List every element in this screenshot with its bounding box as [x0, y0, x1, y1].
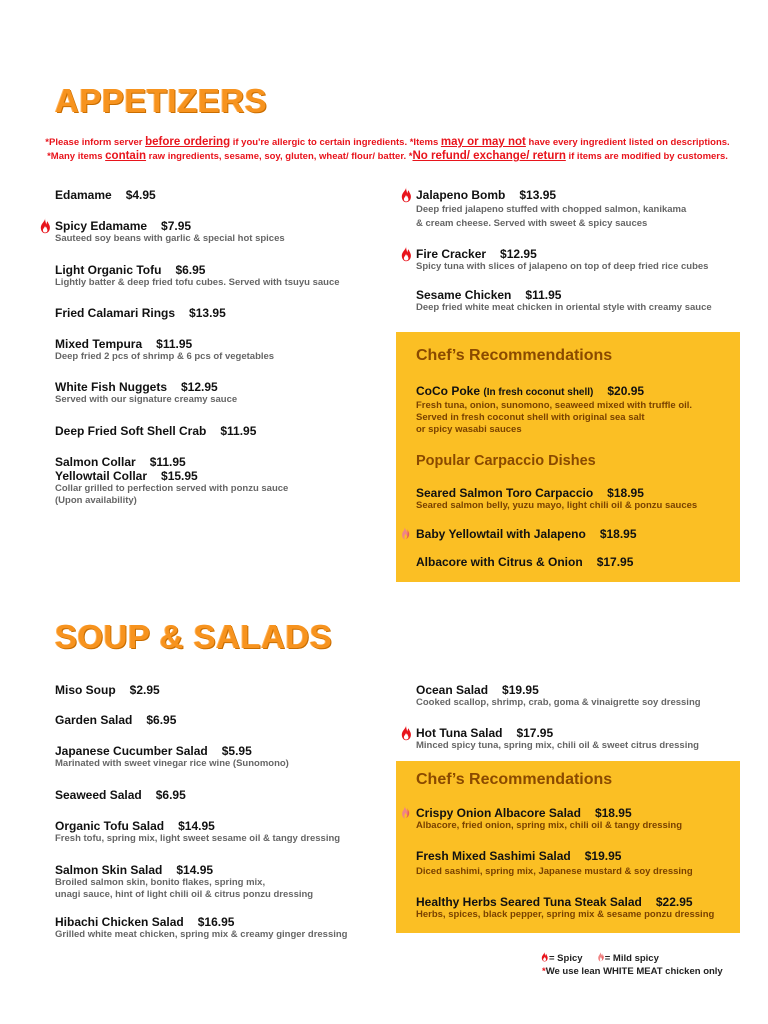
- menu-item-hibachi-chicken-salad: Hibachi Chicken Salad $16.95 Grilled white meat chicken, spring mix & creamy ginger dressing: [55, 915, 348, 940]
- menu-item-sesame-chicken: Sesame Chicken $11.95 Deep fried white meat chicken in oriental style with creamy sauce: [416, 288, 712, 313]
- mild-flame-icon: [596, 951, 605, 962]
- menu-item-white-fish-nuggets: White Fish Nuggets $12.95 Served with our signature creamy sauce: [55, 380, 238, 405]
- allergy-notice-line-2: *Many items contain raw ingredients, sesame, soy, gluten, wheat/ flour/ batter. *No refund/ exchange/ return if items are modified by customers.: [47, 150, 728, 162]
- soup-salads-heading: SOUP & SALADS: [55, 618, 333, 655]
- menu-item-ocean-salad: Ocean Salad $19.95 Cooked scallop, shrimp, crab, goma & vinaigrette soy dressing: [416, 683, 701, 708]
- spicy-flame-icon: [540, 951, 549, 962]
- menu-item-japanese-cucumber-salad: Japanese Cucumber Salad $5.95 Marinated with sweet vinegar rice wine (Sunomono): [55, 744, 289, 769]
- white-meat-note: *We use lean WHITE MEAT chicken only: [542, 966, 723, 977]
- menu-item-garden-salad: Garden Salad $6.95: [55, 713, 177, 727]
- carpaccio-subtitle: Popular Carpaccio Dishes: [416, 453, 596, 469]
- menu-item-soft-shell-crab: Deep Fried Soft Shell Crab $11.95: [55, 424, 257, 438]
- menu-item-fried-calamari: Fried Calamari Rings $13.95: [55, 306, 226, 320]
- chefs-recommendations-box-salads: [396, 761, 740, 933]
- menu-item-healthy-herbs-tuna-steak-salad: Healthy Herbs Seared Tuna Steak Salad $22.95 Herbs, spices, black pepper, spring mix & sesame ponzu dressing: [416, 895, 715, 920]
- spicy-flame-icon: [38, 217, 52, 234]
- chefs-recommendations-box-appetizers: [396, 332, 740, 582]
- menu-item-hot-tuna-salad: Hot Tuna Salad $17.95 Minced spicy tuna, spring mix, chili oil & sweet citrus dressing: [416, 726, 699, 752]
- appetizers-heading: APPETIZERS: [55, 82, 268, 119]
- menu-item-organic-tofu-salad: Organic Tofu Salad $14.95 Fresh tofu, spring mix, light sweet sesame oil & tangy dressing: [55, 819, 341, 844]
- menu-item-seaweed-salad: Seaweed Salad $6.95: [55, 788, 186, 802]
- spicy-flame-icon: [399, 245, 413, 262]
- spicy-flame-icon: [399, 186, 413, 203]
- menu-item-crispy-onion-albacore-salad: Crispy Onion Albacore Salad $18.95 Albacore, fried onion, spring mix, chili oil & tangy dressing: [416, 806, 682, 832]
- menu-item-light-organic-tofu: Light Organic Tofu $6.95 Lightly batter & deep fried tofu cubes. Served with tsuyu sauce: [55, 263, 340, 288]
- menu-item-edamame: Edamame $4.95: [55, 188, 156, 202]
- menu-item-albacore-citrus-onion: Albacore with Citrus & Onion $17.95: [416, 555, 634, 569]
- menu-item-spicy-edamame: Spicy Edamame $7.95 Sauteed soy beans with garlic & special hot spices: [55, 219, 285, 245]
- menu-item-coco-poke: CoCo Poke (In fresh coconut shell) $20.95 Fresh tuna, onion, sunomono, seaweed mixed with truffle oil. Served in fresh coconut shell with original sea salt or spicy wasabi sauces: [416, 384, 693, 435]
- menu-item-mixed-tempura: Mixed Tempura $11.95 Deep fried 2 pcs of shrimp & 6 pcs of vegetables: [55, 337, 275, 362]
- menu-item-seared-salmon-toro-carpaccio: Seared Salmon Toro Carpaccio $18.95 Seared salmon belly, yuzu mayo, light chili oil & ponzu sauces: [416, 486, 698, 511]
- menu-item-salmon-yellowtail-collar: Salmon Collar $11.95 Yellowtail Collar $15.95 Collar grilled to perfection served with ponzu sauce (Upon availability): [55, 455, 289, 506]
- menu-item-fire-cracker: Fire Cracker $12.95 Spicy tuna with slices of jalapeno on top of deep fried rice cubes: [416, 247, 708, 273]
- spice-legend: = Spicy = Mild spicy: [540, 951, 659, 964]
- spicy-flame-icon: [399, 724, 413, 741]
- menu-item-jalapeno-bomb: Jalapeno Bomb $13.95 Deep fried jalapeno stuffed with chopped salmon, kanikama & cream cheese. Served with sweet & spicy sauces: [416, 188, 686, 230]
- mild-flame-icon: [399, 805, 411, 819]
- menu-item-fresh-mixed-sashimi-salad: Fresh Mixed Sashimi Salad $19.95 Diced sashimi, spring mix, Japanese mustard & soy dressing: [416, 849, 693, 877]
- chefs-recommendations-title: Chef’s Recommendations: [416, 771, 613, 788]
- menu-item-miso-soup: Miso Soup $2.95: [55, 683, 160, 697]
- chefs-recommendations-title: Chef’s Recommendations: [416, 347, 613, 364]
- menu-item-salmon-skin-salad: Salmon Skin Salad $14.95 Broiled salmon skin, bonito flakes, spring mix, unagi sauce, hint of light chili oil & citrus ponzu dressing: [55, 863, 314, 900]
- allergy-notice-line-1: *Please inform server before ordering if you're allergic to certain ingredients. *Items may or may not have every ingredient listed on descriptions.: [45, 136, 730, 148]
- menu-item-baby-yellowtail-jalapeno: Baby Yellowtail with Jalapeno $18.95: [416, 527, 637, 541]
- mild-flame-icon: [399, 526, 411, 540]
